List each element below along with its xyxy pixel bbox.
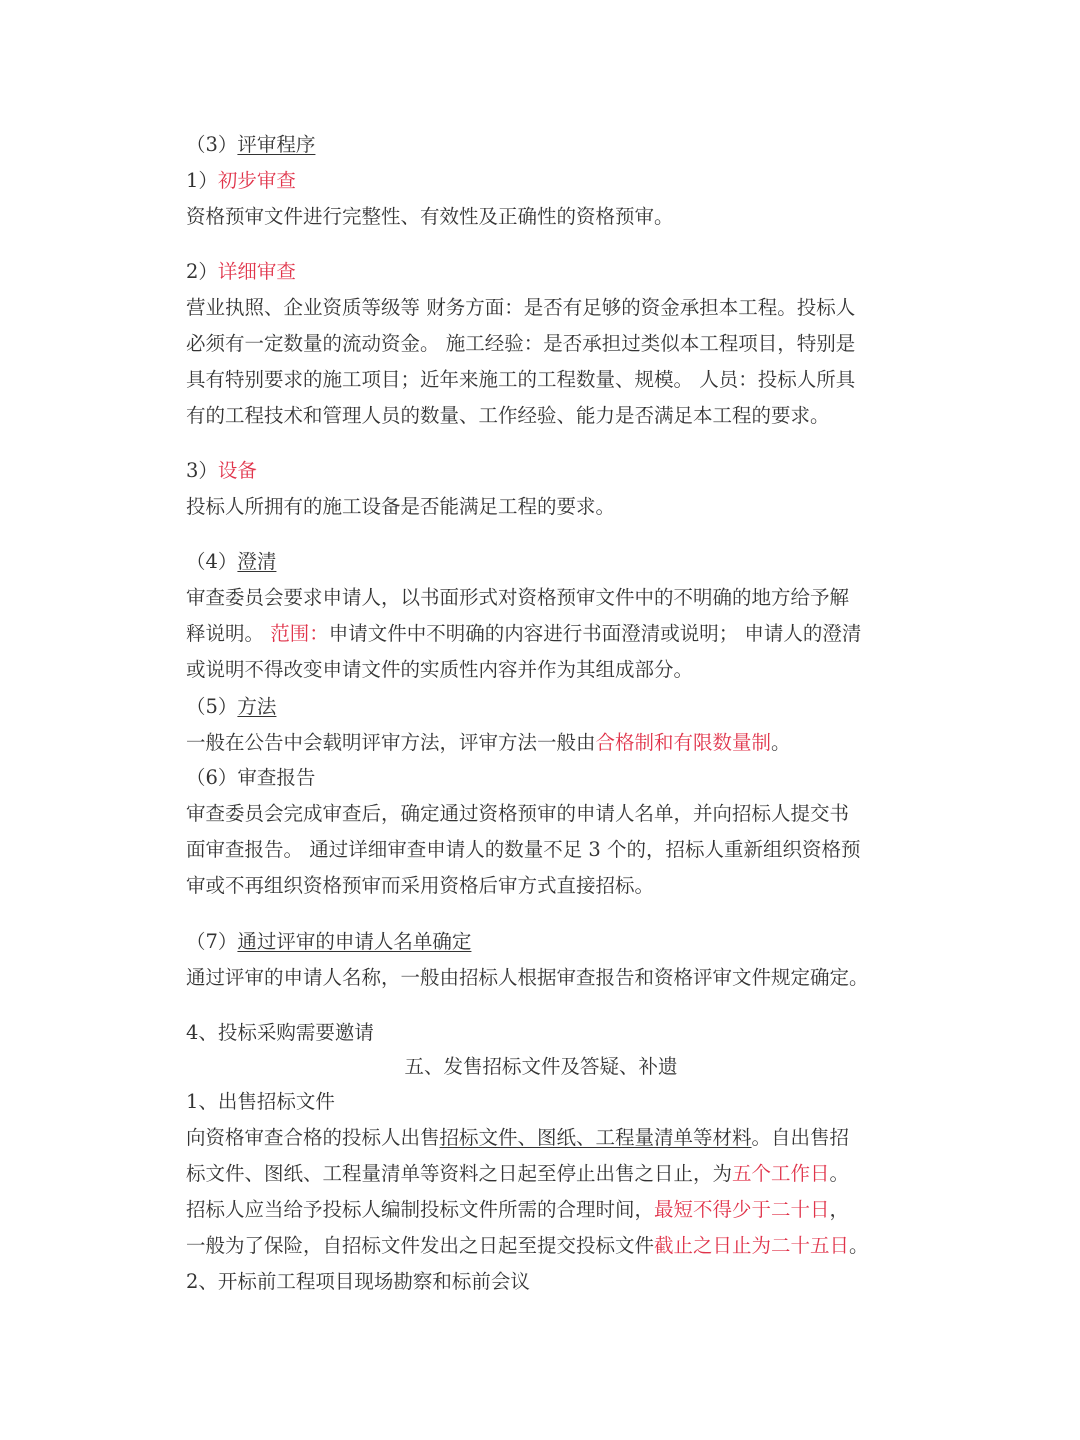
section-4-body-line: 或说明不得改变申请文件的实质性内容并作为其组成部分。 — [186, 658, 694, 681]
text-run: 。 — [849, 1234, 869, 1257]
section-4-body-line: 审查委员会要求申请人，以书面形式对资格预审文件中的不明确的地方给予解 — [186, 586, 850, 609]
text-run: 招标人应当给予投标人编制投标文件所需的合理时间， — [186, 1198, 655, 1221]
item-2-body-line: 具有特别要求的施工项目；近年来施工的工程数量、规模。 人员：投标人所具 — [186, 368, 856, 391]
chapter-item-1-body-line — [186, 1125, 906, 1151]
chapter-item-1-body-line — [186, 1233, 906, 1259]
item-3-body: 投标人所拥有的施工设备是否能满足工程的要求。 — [186, 495, 616, 518]
section-number: （3） — [186, 133, 238, 156]
item-title: 设备 — [217, 459, 257, 482]
highlight-text: 五个工作日 — [732, 1162, 830, 1185]
section-title: 方法 — [237, 695, 277, 718]
text-run: 一般在公告中会载明评审方法，评审方法一般由 — [186, 731, 596, 754]
underlined-text: 招标文件、图纸、工程量清单等材料 — [439, 1126, 752, 1149]
item-4-heading: 4、投标采购需要邀请 — [186, 1021, 374, 1044]
item-2-body-line: 有的工程技术和管理人员的数量、工作经验、能力是否满足本工程的要求。 — [186, 404, 830, 427]
text-run: 标文件、图纸、工程量清单等资料之日起至停止出售之日止，为 — [186, 1162, 733, 1185]
section-7-body: 通过评审的申请人名称，一般由招标人根据审查报告和资格评审文件规定确定。 — [186, 966, 869, 989]
section-title: 澄清 — [237, 550, 277, 573]
chapter-item-1-body-line — [186, 1161, 906, 1187]
item-2-body-line: 营业执照、企业资质等级等 财务方面：是否有足够的资金承担本工程。投标人 — [186, 296, 856, 319]
section-7-heading — [186, 929, 906, 955]
text-run: 释说明。 — [186, 622, 265, 645]
item-number: 3） — [186, 459, 218, 482]
section-5-body — [186, 730, 906, 756]
chapter-title: 五、发售招标文件及答疑、补遗 — [404, 1055, 678, 1078]
text-run: 一般为了保险，自招标文件发出之日起至提交投标文件 — [186, 1234, 655, 1257]
section-4-body-line — [186, 621, 906, 647]
section-title: 通过评审的申请人名单确定 — [237, 930, 472, 953]
highlight-text: 截止之日止为二十五日 — [654, 1234, 850, 1257]
item-title: 初步审查 — [217, 169, 296, 192]
section-number: （7） — [186, 930, 238, 953]
text-run: 。自出售招 — [751, 1126, 850, 1149]
item-title: 详细审查 — [217, 260, 296, 283]
highlight-text: 最短不得少于二十日 — [654, 1198, 830, 1221]
section-6-body-line: 审或不再组织资格预审而采用资格后审方式直接招标。 — [186, 874, 655, 897]
section-3-heading — [186, 132, 906, 158]
item-1-body: 资格预审文件进行完整性、有效性及正确性的资格预审。 — [186, 205, 674, 228]
text-run: 申请文件中不明确的内容进行书面澄清或说明； 申请人的澄清 — [328, 622, 862, 645]
item-number: 1） — [186, 169, 218, 192]
section-6-heading: （6）审查报告 — [186, 766, 316, 789]
section-4-heading — [186, 549, 906, 575]
section-6-body-line: 面审查报告。 通过详细审查申请人的数量不足 3 个的，招标人重新组织资格预 — [186, 838, 861, 861]
item-3-heading — [186, 458, 906, 484]
item-1-heading — [186, 168, 906, 194]
highlight-text: 合格制和有限数量制 — [595, 731, 772, 754]
item-2-heading — [186, 259, 906, 285]
highlight-text: 范围： — [270, 622, 329, 645]
text-run: ， — [829, 1198, 850, 1221]
item-number: 2） — [186, 260, 218, 283]
section-6-body-line: 审查委员会完成审查后，确定通过资格预审的申请人名单，并向招标人提交书 — [186, 802, 850, 825]
chapter-item-1-heading: 1、出售招标文件 — [186, 1090, 335, 1113]
section-number: （5） — [186, 695, 238, 718]
item-2-body-line: 必须有一定数量的流动资金。 施工经验：是否承担过类似本工程项目，特别是 — [186, 332, 856, 355]
text-run: 。 — [829, 1162, 850, 1185]
section-5-heading — [186, 694, 906, 720]
text-run: 。 — [771, 731, 791, 754]
text-run: 向资格审查合格的投标人出售 — [186, 1126, 440, 1149]
section-title: 评审程序 — [237, 133, 316, 156]
chapter-item-2-heading: 2、开标前工程项目现场勘察和标前会议 — [186, 1270, 530, 1293]
section-number: （4） — [186, 550, 238, 573]
chapter-item-1-body-line — [186, 1197, 906, 1223]
